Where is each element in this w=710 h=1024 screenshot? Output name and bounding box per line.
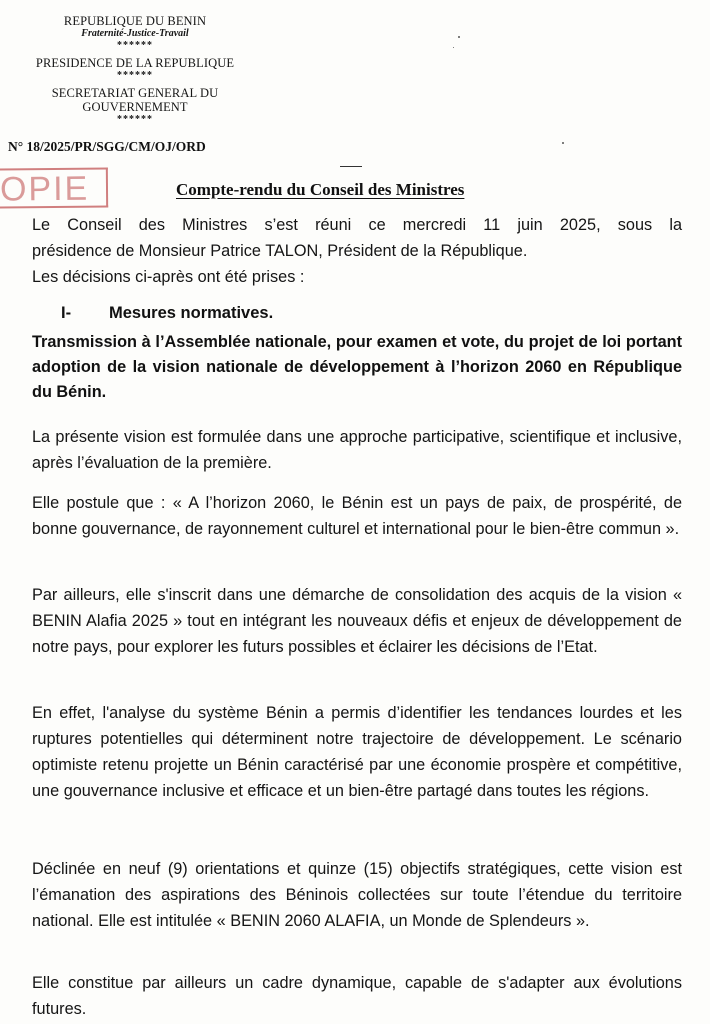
national-motto: Fraternité-Justice-Travail bbox=[81, 28, 189, 39]
copy-stamp: OPIE bbox=[0, 168, 108, 209]
body-paragraph: La présente vision est formulée dans une approche participative, scientifique et inclusive, après l’évaluation de la première. bbox=[32, 428, 682, 472]
scan-speck bbox=[562, 142, 564, 144]
body-paragraph: Par ailleurs, elle s'inscrit dans une démarche de consolidation des acquis de la vision « BENIN Alafia 2025 » tout en intégrant les nouveaux défis et enjeux de développement de notre pays, pour explorer les futurs possibles et éclairer les décisions de l’Etat. bbox=[32, 586, 682, 656]
presidency-name: PRESIDENCE DE LA REPUBLIQUE bbox=[35, 56, 235, 70]
intro-line: présidence de Monsieur Patrice TALON, Président de la République. bbox=[32, 242, 528, 260]
intro-paragraph bbox=[32, 212, 682, 290]
secretariat-name-line2: GOUVERNEMENT bbox=[82, 100, 188, 114]
body-paragraph: Elle constitue par ailleurs un cadre dynamique, capable de s'adapter aux évolutions futures. bbox=[32, 974, 682, 1018]
bill-title: Transmission à l’Assemblée nationale, pour examen et vote, du projet de loi portant adoption de la vision nationale de développement à l’horizon 2060 en République du Bénin. bbox=[32, 333, 682, 401]
intro-line: Le Conseil des Ministres s’est réuni ce mercredi 11 juin 2025, sous la bbox=[32, 216, 682, 234]
intro-line: Les décisions ci-après ont été prises : bbox=[32, 268, 305, 286]
country-name: REPUBLIQUE DU BENIN bbox=[63, 14, 207, 28]
section-number: I- bbox=[61, 304, 72, 322]
separator-stars: ****** bbox=[117, 114, 153, 125]
body-paragraph: Elle postule que : « A l’horizon 2060, le Bénin est un pays de paix, de prospérité, de bonne gouvernance, de rayonnement culturel et international pour le bien-être commun ». bbox=[32, 494, 682, 538]
scan-speck bbox=[458, 36, 460, 38]
secretariat-name-line1: SECRETARIAT GENERAL DU bbox=[51, 86, 219, 100]
separator-stars: ****** bbox=[117, 70, 153, 81]
section-heading bbox=[61, 304, 273, 323]
letterhead bbox=[20, 14, 250, 130]
section-title: Mesures normatives. bbox=[109, 304, 274, 322]
scan-speck bbox=[453, 47, 454, 48]
document-title: Compte-rendu du Conseil des Ministres bbox=[176, 180, 465, 199]
body-paragraph: En effet, l'analyse du système Bénin a permis d’identifier les tendances lourdes et les ruptures potentielles qui déterminent notre trajectoire de développement. Le scénario optimiste retenu projette un Bénin caractérisé par une économie prospère et compétitive, une gouvernance inclusive et efficace et un bien-être partagé dans toutes les régions. bbox=[32, 704, 682, 800]
reference-number: N° 18/2025/PR/SGG/CM/OJ/ORD bbox=[8, 139, 206, 154]
separator-stars: ****** bbox=[117, 40, 153, 51]
scan-mark bbox=[340, 166, 362, 167]
body-paragraph: Déclinée en neuf (9) orientations et quinze (15) objectifs stratégiques, cette vision est l’émanation des aspirations des Béninois collectées sur toute l’étendue du territoire national. Elle est intitulée « BENIN 2060 ALAFIA, un Monde de Splendeurs ». bbox=[32, 860, 682, 930]
